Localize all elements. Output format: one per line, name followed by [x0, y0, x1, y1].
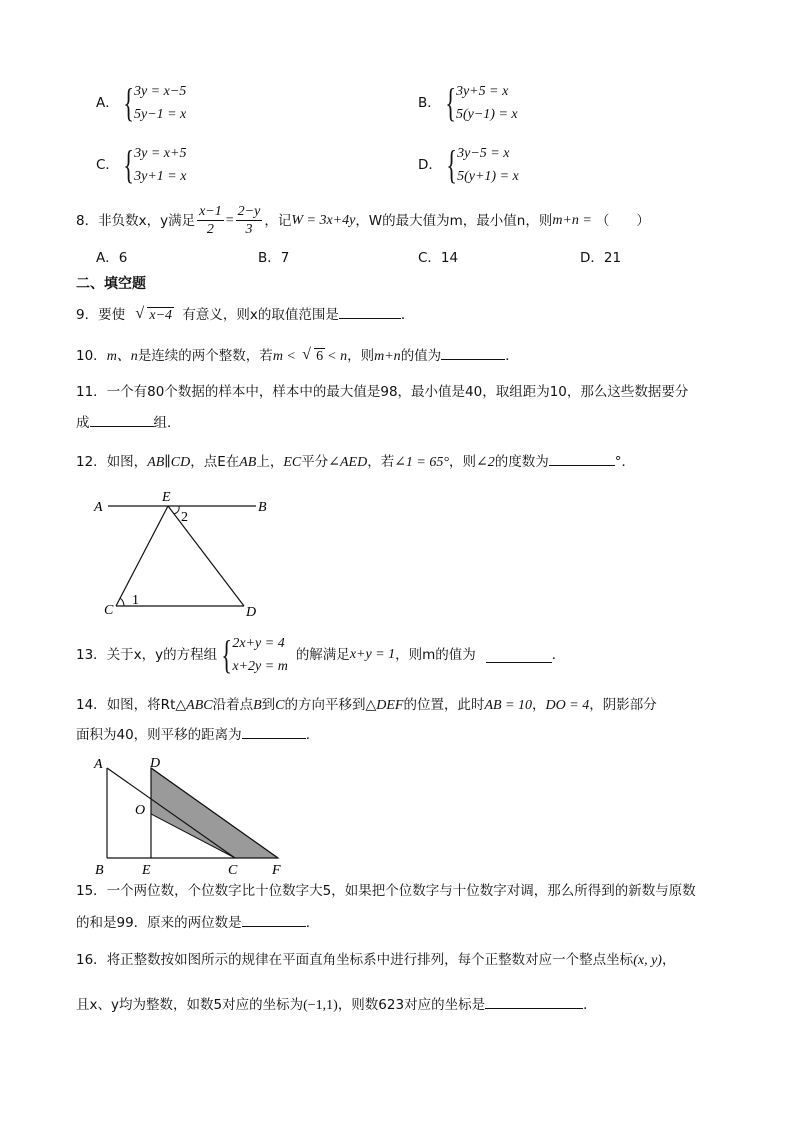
math-expression: C [275, 698, 285, 713]
equation-line-2: 5y−1 = x [133, 107, 187, 122]
q8-option-d: D．21 [580, 250, 622, 266]
question-text: ，阴影部分 [589, 697, 657, 713]
question-text: 的位置，此时 [403, 697, 485, 713]
math-expression: (−1,1) [303, 998, 338, 1013]
math-expression: AB = 10 [484, 698, 533, 713]
question-text: 的和是99．原来的两位数是 [76, 915, 242, 931]
question-text: 的值为 [400, 348, 442, 364]
math-expression: ∠1 = 65° [394, 455, 449, 470]
radicand: x−4 [149, 308, 173, 323]
segment-ec [116, 506, 168, 606]
equation-line-1: 3y = x−5 [133, 84, 187, 99]
question-text: 上， [256, 454, 284, 470]
label-e: E [142, 863, 151, 878]
fraction-denominator: 2 [206, 222, 214, 237]
question-text: 且x、y均为整数，如数5对应的坐标为 [76, 997, 304, 1013]
q16-question [76, 950, 675, 971]
math-expression: AB [239, 455, 257, 470]
question-number: 15． [76, 883, 107, 899]
radicand: 6 [316, 349, 324, 364]
question-number: 12． [76, 454, 107, 470]
option-letter: D． [418, 157, 442, 173]
question-number: 16． [76, 952, 107, 968]
q8-option-c: C．14 [418, 250, 459, 266]
math-expression: B [253, 698, 262, 713]
question-text: 将正整数按如图所示的规律在平面直角坐标系中进行排列，每个正整数对应一个整点坐标 [106, 952, 634, 968]
label-f: F [272, 863, 281, 878]
answer-blank [90, 412, 154, 427]
answer-blank [441, 345, 505, 360]
q14-question-line2 [76, 724, 319, 745]
math-expression: < n [327, 349, 348, 364]
brace-icon: { [221, 632, 233, 677]
math-expression: EC [283, 455, 302, 470]
period: ． [583, 997, 597, 1013]
square-root [302, 347, 325, 367]
brace-icon: { [446, 142, 457, 187]
math-expression: AB∥CD [147, 455, 191, 470]
period: ． [551, 647, 566, 663]
math-expression: m+n = [552, 212, 592, 228]
fraction-denominator: 3 [245, 222, 253, 237]
brace-icon: { [123, 142, 134, 187]
label-1: 1 [132, 593, 139, 608]
question-number: 11． [76, 384, 107, 400]
segment-ed [168, 506, 244, 606]
option-letter: C． [96, 157, 119, 173]
option-letter: B． [418, 95, 441, 111]
q8-option-b: B．7 [258, 250, 290, 266]
square-root [135, 306, 174, 326]
answer-blank [549, 451, 615, 466]
brace-icon: { [445, 80, 456, 125]
equation-line-1: 3y+5 = x [455, 84, 509, 99]
q7-option-b [418, 80, 518, 126]
question-text: 要使 [98, 307, 126, 323]
answer-blank [242, 912, 306, 927]
angle-2-arc [174, 506, 179, 514]
question-text: ， [532, 697, 546, 713]
question-number: 13． [76, 647, 107, 663]
math-expression: m、n [106, 349, 138, 364]
label-b: B [258, 500, 267, 515]
question-number: 8． [76, 212, 99, 229]
question-number: 14． [76, 697, 107, 713]
label-d: D [150, 756, 161, 771]
figure-12-triangle [88, 488, 278, 622]
question-text: 平分 [301, 454, 329, 470]
fraction-numerator: 2−y [237, 204, 261, 219]
question-text: 有意义，则x的取值范围是 [182, 307, 339, 323]
question-text: 是连续的两个整数，若 [137, 348, 273, 364]
fraction-2 [236, 203, 263, 238]
brace-icon: { [123, 80, 134, 125]
label-b: B [95, 863, 104, 878]
question-text: ，则 [347, 348, 375, 364]
label-c: C [104, 603, 114, 618]
answer-parentheses: （ ） [595, 212, 650, 229]
option-letter: A． [96, 95, 119, 111]
q7-option-a [96, 80, 186, 126]
answer-blank [486, 648, 552, 663]
question-text: ，记 [264, 212, 292, 229]
radical-icon: √ [135, 305, 145, 322]
equation-line-1: 2x+y = 4 [232, 636, 285, 651]
q11-question-line2 [76, 412, 181, 433]
label-2: 2 [181, 510, 188, 525]
q7-option-c [96, 142, 186, 188]
equation-line-2: 3y+1 = x [134, 169, 187, 184]
q16-question-line2 [76, 994, 597, 1016]
q15-question [76, 881, 696, 901]
math-expression: DO = 4 [545, 698, 590, 713]
question-text: 如图， [106, 454, 148, 470]
question-number: 9． [76, 307, 99, 323]
question-text: 一个两位数，个位数字比十位数字大5，如果把个位数字与十位数字对调，那么所得到的新数与原数 [106, 883, 696, 899]
label-c: C [228, 863, 238, 878]
q11-question [76, 382, 688, 402]
q15-question-line2 [76, 912, 319, 933]
label-a: A [94, 757, 103, 772]
question-text: 成 [76, 415, 90, 431]
equation-line-2: 5(y−1) = x [455, 107, 518, 122]
period: ． [305, 915, 320, 931]
period: ． [400, 307, 415, 323]
question-text: ，点E在 [190, 454, 240, 470]
q10-question [76, 345, 519, 367]
equation-line-1: 3y = x+5 [134, 146, 187, 161]
equation-line-2: 5(y+1) = x [457, 169, 519, 184]
equals-sign: = [225, 212, 234, 228]
math-expression: m < [272, 349, 296, 364]
answer-blank [485, 994, 583, 1009]
question-text: ，则m的值为 [395, 647, 476, 663]
math-expression: ∠2 [475, 455, 495, 470]
fraction-1 [197, 203, 224, 238]
figure-14-translation [88, 752, 298, 878]
question-text: 到 [261, 697, 276, 713]
question-text: 一个有80个数据的样本中，样本中的最大值是98，最小值是40，取组距为10，那么这些数据要分 [106, 384, 689, 400]
question-text: 的解满足 [295, 647, 350, 663]
question-text: 面积为40，则平移的距离为 [76, 727, 242, 743]
q14-question [76, 695, 657, 716]
question-text: 沿着点 [212, 697, 254, 713]
q12-question [76, 451, 635, 473]
math-expression: △DEF [365, 698, 404, 713]
q8-question [76, 203, 650, 238]
degree-period: °． [614, 454, 635, 470]
angle-1-arc [120, 598, 124, 606]
q8-option-a: A．6 [96, 250, 128, 266]
question-text: 如图，将Rt [106, 697, 176, 713]
period: ． [305, 727, 320, 743]
answer-blank [339, 304, 401, 319]
label-o: O [135, 803, 146, 818]
math-expression: △ABC [175, 698, 213, 713]
question-text: ，则数623对应的坐标是 [337, 997, 486, 1013]
question-text: 的方向平移到 [284, 697, 366, 713]
q7-option-d [418, 142, 519, 188]
q13-question [76, 632, 565, 678]
question-text: ， [661, 952, 676, 968]
q9-question [76, 304, 414, 326]
period: ． [505, 348, 519, 364]
question-text: 组． [153, 415, 181, 431]
section-title: 二、填空题 [76, 276, 146, 292]
fraction-numerator: x−1 [199, 204, 222, 219]
math-expression: (x, y) [633, 953, 662, 968]
question-text: 非负数x，y满足 [98, 212, 196, 229]
equation-line-1: 3y−5 = x [457, 146, 510, 161]
question-text: 关于x，y的方程组 [106, 647, 218, 663]
label-e: E [162, 490, 171, 505]
math-expression: x+y = 1 [349, 647, 396, 662]
equation-line-2: x+2y = m [232, 659, 288, 674]
math-expression: m+n [374, 349, 401, 364]
label-a: A [94, 500, 103, 515]
radical-icon: √ [302, 346, 311, 363]
question-number: 10． [76, 348, 107, 364]
label-d: D [246, 605, 257, 620]
question-text: 的度数为 [494, 454, 549, 470]
math-expression: ∠AED [328, 455, 368, 470]
math-expression: W = 3x+4y [291, 212, 356, 228]
answer-blank [242, 724, 306, 739]
question-text: ，W的最大值为m，最小值n，则 [355, 212, 553, 229]
question-text: ，若 [367, 454, 395, 470]
question-text: ，则 [448, 454, 476, 470]
